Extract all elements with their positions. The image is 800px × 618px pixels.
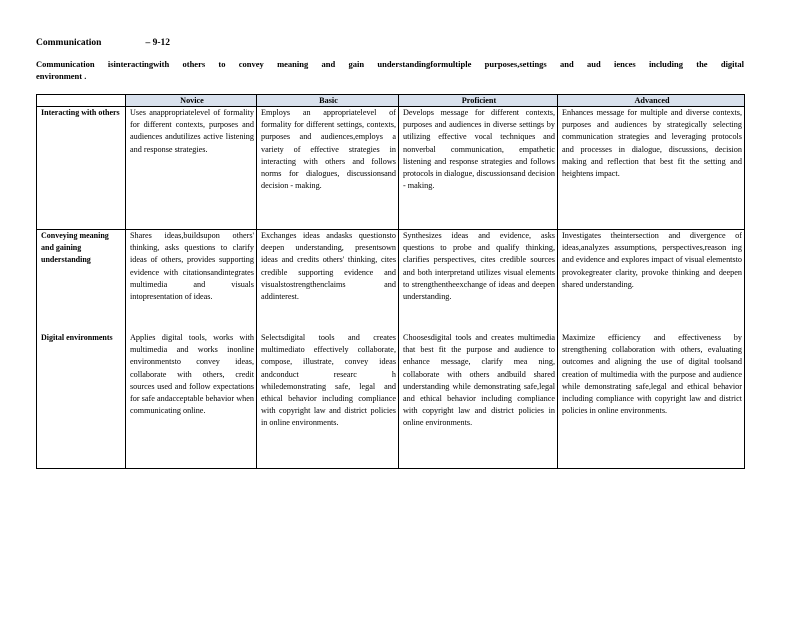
table-cell: Maximize efficiency and effectiveness by strengthening collaboration with others, evaluating outcomes and aligning the use of digital toolsand creation of multimedia with the purpose and audience while demonstrating safe,legal and ethical behavior including compliance with copyright law and district policies in online environments. xyxy=(558,332,745,469)
table-row xyxy=(37,107,745,230)
title-text: Communication xyxy=(36,38,102,48)
intro-definition: Communication isinteractingwith others to convey meaning and gain understandingformultiple purposes,settings and aud iences including the digital xyxy=(36,59,744,69)
table-cell: Investigates theintersection and divergence of ideas,analyzes assumptions, perspectives,reason ing and evidence and explores impact of visual elementsto provokegreater clarity, provoke thinking and deepen shared understanding. xyxy=(558,230,745,333)
header-advanced: Advanced xyxy=(558,95,745,107)
table-cell: Synthesizes ideas and evidence, asks questions to probe and qualify thinking, clarifies perspectives, cites credible sources and both interpretand utilizes visual elements to strengthentheexchange of ideas and deepen understanding. xyxy=(399,230,558,333)
table-cell: Employs an appropriatelevel of formality for different settings, contexts, purposes and audiences,employs a variety of effective strategies in interacting with others and follows norms for dialogues, discussionsand decision - making. xyxy=(257,107,399,230)
table-cell: Develops message for different contexts, purposes and audiences in diverse settings by utilizing effective vocal techniques and nonverbal communication, empathetic listening and response strategies and follows protocols in dialogue, discussionsand decision - making. xyxy=(399,107,558,230)
document-title xyxy=(36,38,170,48)
table-cell: Exchanges ideas andasks questionsto deepen understanding, presentsown ideas and credits others' thinking, cites credible supporting evidence and visualstostrengthenclaims and addinterest. xyxy=(257,230,399,333)
header-novice: Novice xyxy=(126,95,257,107)
row-label: Conveying meaning and gaining understanding xyxy=(37,230,126,333)
header-row xyxy=(37,95,745,107)
table-row xyxy=(37,230,745,333)
row-label: Digital environments xyxy=(37,332,126,469)
header-proficient: Proficient xyxy=(399,95,558,107)
rubric-table xyxy=(36,94,745,469)
table-cell: Shares ideas,buildsupon others' thinking, asks questions to clarify ideas of others, provides supporting evidence with citationsandintegrates multimedia and visuals intopresentation of ideas. xyxy=(126,230,257,333)
row-label: Interacting with others xyxy=(37,107,126,230)
table-cell: Applies digital tools, works with multimedia and works inonline environmentsto convey ideas, collaborate with others, credit sources used and follow expectations for safe andacceptable behavior when communicating online. xyxy=(126,332,257,469)
header-basic: Basic xyxy=(257,95,399,107)
header-blank-cell xyxy=(37,95,126,107)
intro-definition-continued: environment . xyxy=(36,71,87,81)
table-cell: Enhances message for multiple and diverse contexts, purposes and audiences by strategically selecting communication strategies and leveraging protocols and processes in dialogue, discussions, decision making and reflection that best fit the setting and heightens impact. xyxy=(558,107,745,230)
table-cell: Uses anappropriatelevel of formality for different contexts, purposes and audiences andutilizes active listening and response strategies. xyxy=(126,107,257,230)
table-cell: Selectsdigital tools and creates multimediato effectively collaborate, compose, illustrate, convey ideas andconduct researc h whiledemonstrating safe, legal and ethical behavior including compliance with copyright law and district policies in online environments. xyxy=(257,332,399,469)
table-cell: Choosesdigital tools and creates multimedia that best fit the purpose and audience to enhance message, clarify mea ning, collaborate with others andbuild shared understanding while demonstrating safe,legal and ethical behavior including compliance with copyright law and district policies in online environments. xyxy=(399,332,558,469)
table-row xyxy=(37,332,745,469)
grade-range: – 9-12 xyxy=(145,38,170,48)
